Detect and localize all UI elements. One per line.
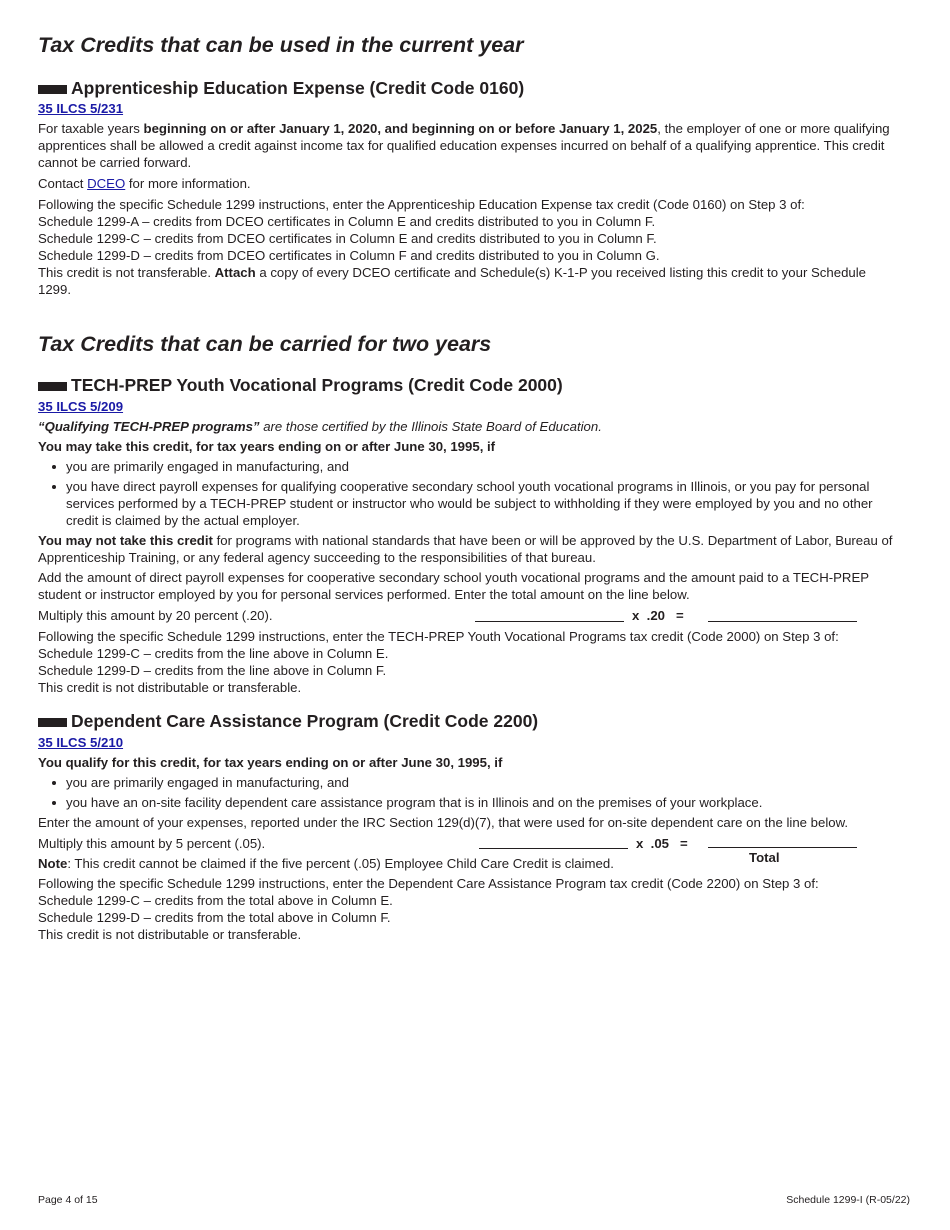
- apprenticeship-contact: Contact DCEO for more information.: [38, 176, 251, 191]
- dependent-bullets: [38, 774, 898, 811]
- section-bar-icon: [38, 382, 67, 391]
- dependent-follow-block: [38, 875, 898, 943]
- techprep-transfer: This credit is not distributable or transferable.: [38, 680, 302, 695]
- footer-page-number: Page 4 of 15: [38, 1194, 98, 1206]
- bullet-icon: [52, 465, 56, 469]
- techprep-factor: x .20 =: [632, 608, 684, 623]
- bullet-icon: [52, 485, 56, 489]
- dependent-qualify: You qualify for this credit, for tax years ending on or after June 30, 1995, if: [38, 755, 503, 770]
- dependent-heading: [38, 710, 538, 732]
- techprep-may-take: You may take this credit, for tax years ending on or after June 30, 1995, if: [38, 439, 496, 454]
- list-item: you are primarily engaged in manufacturing, and: [38, 458, 898, 475]
- bullet-icon: [52, 781, 56, 785]
- apprenticeship-sched-a: Schedule 1299-A – credits from DCEO certificates in Column E and credits distributed to you in Column F.: [38, 214, 656, 229]
- dependent-note: [38, 855, 898, 872]
- techprep-may-not: You may not take this credit for programs with national standards that have been or will be approved by the U.S. Department of Labor, Bureau of Apprenticeship Training, or any federal agency succeeding to the responsibilities of that bureau.: [38, 533, 893, 565]
- dependent-follow: Following the specific Schedule 1299 instructions, enter the Dependent Care Assistance Program tax credit (Code 2200) on Step 3 of:: [38, 876, 819, 891]
- techprep-follow-block: [38, 628, 898, 696]
- techprep-heading: [38, 374, 563, 396]
- apprenticeship-follow: Following the specific Schedule 1299 instructions, enter the Apprenticeship Education Expense tax credit (Code 0160) on Step 3 of:: [38, 197, 805, 212]
- techprep-multiply: Multiply this amount by 20 percent (.20).: [38, 608, 273, 623]
- apprenticeship-statute-link[interactable]: 35 ILCS 5/231: [38, 101, 124, 116]
- dependent-enter: Enter the amount of your expenses, reported under the IRC Section 129(d)(7), that were used for on-site dependent care on the line below.: [38, 815, 849, 830]
- dceo-link[interactable]: DCEO: [87, 176, 126, 191]
- dependent-result-line[interactable]: [708, 847, 857, 848]
- apprenticeship-heading-text: Apprenticeship Education Expense (Credit Code 0160): [71, 78, 525, 98]
- techprep-qualifying: “Qualifying TECH-PREP programs” are those certified by the Illinois State Board of Education.: [38, 419, 602, 434]
- dependent-sched-d: Schedule 1299-D – credits from the total above in Column F.: [38, 910, 391, 925]
- techprep-bullets: [38, 458, 898, 529]
- techprep-result-line[interactable]: [708, 621, 857, 622]
- techprep-calc-row: [38, 607, 898, 629]
- list-item: you have an on-site facility dependent care assistance program that is in Illinois and on the premises of your workplace.: [38, 794, 898, 811]
- dependent-factor: x .05 =: [636, 836, 688, 851]
- techprep-add: Add the amount of direct payroll expenses for cooperative secondary school youth vocational programs and the amount paid to a TECH-PREP student or instructor employed by you for personal services performed. Enter the total amount on the line below.: [38, 570, 869, 602]
- techprep-follow: Following the specific Schedule 1299 instructions, enter the TECH-PREP Youth Vocational Programs tax credit (Code 2000) on Step 3 of:: [38, 629, 839, 644]
- apprenticeship-intro: For taxable years beginning on or after January 1, 2020, and beginning on or before January 1, 2025, the employer of one or more qualifying apprentices shall be allowed a credit against income tax for qualified education expenses incurred on behalf of a qualifying apprentice. This credit cannot be carried forward.: [38, 121, 890, 170]
- techprep-statute-link[interactable]: 35 ILCS 5/209: [38, 399, 124, 414]
- techprep-amount-line[interactable]: [475, 621, 624, 622]
- list-item: you are primarily engaged in manufacturing, and: [38, 774, 898, 791]
- apprenticeship-sched-c: Schedule 1299-C – credits from DCEO certificates in Column E and credits distributed to you in Column F.: [38, 231, 657, 246]
- section-bar-icon: [38, 85, 67, 94]
- dependent-amount-line[interactable]: [479, 848, 628, 849]
- apprenticeship-transfer: This credit is not transferable. Attach a copy of every DCEO certificate and Schedule(s) K-1-P you received listing this credit to your Schedule 1299.: [38, 265, 867, 297]
- dependent-total-label: Total: [749, 850, 780, 865]
- techprep-heading-text: TECH-PREP Youth Vocational Programs (Credit Code 2000): [71, 375, 563, 395]
- bullet-icon: [52, 801, 56, 805]
- dependent-sched-c: Schedule 1299-C – credits from the total above in Column E.: [38, 893, 393, 908]
- dependent-note-text: Note: This credit cannot be claimed if the five percent (.05) Employee Child Care Credit is claimed.: [38, 856, 614, 871]
- section-title-current-year: Tax Credits that can be used in the current year: [38, 33, 524, 57]
- dependent-body: [38, 754, 898, 831]
- techprep-body: [38, 418, 898, 603]
- section-title-two-years: Tax Credits that can be carried for two years: [38, 332, 492, 356]
- dependent-transfer: This credit is not distributable or transferable.: [38, 927, 302, 942]
- dependent-multiply: Multiply this amount by 5 percent (.05).: [38, 836, 266, 851]
- dependent-heading-text: Dependent Care Assistance Program (Credit Code 2200): [71, 711, 539, 731]
- techprep-sched-d: Schedule 1299-D – credits from the line above in Column F.: [38, 663, 387, 678]
- list-item: you have direct payroll expenses for qualifying cooperative secondary school youth vocational programs in Illinois, or you pay for personal services performed by a TECH-PREP student or instructor who would be subject to withholding if they were employed by you and no other credit is claimed by the actual employer.: [38, 478, 898, 529]
- section-bar-icon: [38, 718, 67, 727]
- dependent-statute-link[interactable]: 35 ILCS 5/210: [38, 735, 124, 750]
- apprenticeship-heading: [38, 77, 524, 99]
- apprenticeship-sched-d: Schedule 1299-D – credits from DCEO certificates in Column F and credits distributed to you in Column G.: [38, 248, 660, 263]
- techprep-sched-c: Schedule 1299-C – credits from the line above in Column E.: [38, 646, 389, 661]
- apprenticeship-body: [38, 120, 898, 298]
- footer-form-id: Schedule 1299-I (R-05/22): [786, 1194, 910, 1206]
